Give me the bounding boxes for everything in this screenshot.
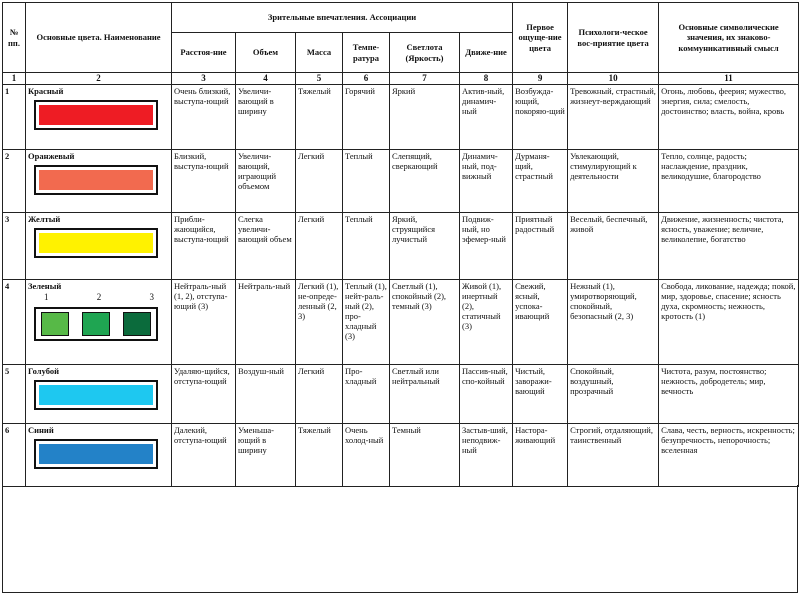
motion-cell: Живой (1), инертный (2), статичный (3)	[460, 280, 513, 365]
header-temperature: Темпе-ратура	[343, 33, 390, 73]
motion-cell: Динамич-ный, под-вижный	[460, 150, 513, 213]
first-feel-cell: Свежий, ясный, успока-ивающий	[513, 280, 568, 365]
color-name-cell	[26, 213, 172, 280]
header-lightness: Светлота (Яркость)	[390, 33, 460, 73]
row-index: 4	[3, 280, 26, 365]
psych-cell: Тревожный, страстный, жизнеут-верждающий	[568, 85, 659, 150]
symbolic-cell: Чистота, разум, постоянство; нежность, добродетель; мир, вечность	[659, 365, 799, 424]
swatch-frame	[34, 307, 158, 341]
column-number: 4	[236, 73, 296, 85]
color-swatch-light-blue	[39, 385, 153, 405]
color-swatch-blue	[39, 444, 153, 464]
motion-cell: Подвиж-ный, но эфемер-ный	[460, 213, 513, 280]
column-number: 10	[568, 73, 659, 85]
column-number: 7	[390, 73, 460, 85]
distance-cell: Очень близкий, выступа-ющий	[172, 85, 236, 150]
color-swatch-yellow	[39, 233, 153, 253]
header-first-feel: Первое ощуще-ние цвета	[513, 3, 568, 73]
header-psych: Психологи-ческое вос-приятие цвета	[568, 3, 659, 73]
header-mass: Масса	[296, 33, 343, 73]
header-volume: Объем	[236, 33, 296, 73]
row-index: 5	[3, 365, 26, 424]
volume-cell: Нейтраль-ный	[236, 280, 296, 365]
frame-line-right	[797, 485, 798, 593]
symbolic-cell: Тепло, солнце, радость; наслаждение, праздник, великодушие, благородство	[659, 150, 799, 213]
motion-cell: Застыв-ший, неподвиж-ный	[460, 424, 513, 487]
temperature-cell: Теплый	[343, 150, 390, 213]
frame-line-left	[2, 485, 3, 593]
distance-cell: Близкий, выступа-ющий	[172, 150, 236, 213]
symbolic-cell: Слава, честь, верность, искренность; безупречность, непорочность; вселенная	[659, 424, 799, 487]
color-name: Голубой	[28, 366, 59, 376]
lightness-cell: Темный	[390, 424, 460, 487]
color-swatch-green-1	[41, 312, 69, 336]
header-num: № пп.	[3, 3, 26, 73]
temperature-cell: Про-хладный	[343, 365, 390, 424]
green-variant-numbers	[44, 292, 154, 303]
color-swatch-orange	[39, 170, 153, 190]
column-number: 2	[26, 73, 172, 85]
color-swatch-green-2	[82, 312, 110, 336]
table-row-yellow	[3, 213, 799, 280]
color-name: Оранжевый	[28, 151, 75, 161]
row-index: 2	[3, 150, 26, 213]
lightness-cell: Светлый или нейтральный	[390, 365, 460, 424]
lightness-cell: Яркий, струящийся лучистый	[390, 213, 460, 280]
column-numbers-row	[3, 73, 799, 85]
temperature-cell: Горячий	[343, 85, 390, 150]
table-row-red	[3, 85, 799, 150]
motion-cell: Пассив-ный, спо-койный	[460, 365, 513, 424]
swatch-frame	[34, 228, 158, 258]
row-index: 6	[3, 424, 26, 487]
psych-cell: Спокойный, воздушный, прозрачный	[568, 365, 659, 424]
color-name-cell	[26, 365, 172, 424]
first-feel-cell: Чистый, заворажи-вающий	[513, 365, 568, 424]
first-feel-cell: Приятный радостный	[513, 213, 568, 280]
temperature-cell: Теплый	[343, 213, 390, 280]
distance-cell: Прибли-жающийся, выступа-ющий	[172, 213, 236, 280]
header-distance: Расстоя-ние	[172, 33, 236, 73]
lightness-cell: Светлый (1), спокойный (2), темный (3)	[390, 280, 460, 365]
column-number: 3	[172, 73, 236, 85]
psych-cell: Увлекающий, стимулирующий к деятельности	[568, 150, 659, 213]
swatch-frame	[34, 165, 158, 195]
first-feel-cell: Настора-живающий	[513, 424, 568, 487]
lightness-cell: Яркий	[390, 85, 460, 150]
distance-cell: Удаляю-щийся, отступа-ющий	[172, 365, 236, 424]
color-name: Синий	[28, 425, 54, 435]
mass-cell: Легкий (1), не-опреде-ленный (2, 3)	[296, 280, 343, 365]
motion-cell: Актив-ный, динамич-ный	[460, 85, 513, 150]
temperature-cell: Теплый (1), нейт-раль-ный (2), про-хладный (3)	[343, 280, 390, 365]
mass-cell: Легкий	[296, 213, 343, 280]
color-name-cell	[26, 280, 172, 365]
volume-cell: Увеличи-вающий, играющий объемом	[236, 150, 296, 213]
column-number: 1	[3, 73, 26, 85]
table-row-orange	[3, 150, 799, 213]
column-number: 11	[659, 73, 799, 85]
mass-cell: Легкий	[296, 365, 343, 424]
table-row-light-blue	[3, 365, 799, 424]
color-name-cell	[26, 150, 172, 213]
psych-cell: Веселый, беспечный, живой	[568, 213, 659, 280]
header-visual-group: Зрительные впечатления. Ассоциации	[172, 3, 513, 33]
mass-cell: Легкий	[296, 150, 343, 213]
swatch-frame	[34, 439, 158, 469]
frame-line-bottom	[2, 592, 798, 593]
header-row-top	[3, 3, 799, 33]
column-number: 6	[343, 73, 390, 85]
color-name: Красный	[28, 86, 64, 96]
column-number: 9	[513, 73, 568, 85]
column-number: 5	[296, 73, 343, 85]
color-name-cell	[26, 424, 172, 487]
header-name: Основные цвета. Наименование	[26, 3, 172, 73]
swatch-frame	[34, 100, 158, 130]
distance-cell: Далекий, отступа-ющий	[172, 424, 236, 487]
header-symbolic: Основные символические значения, их знаково-коммуникативный смысл	[659, 3, 799, 73]
green-variant-number: 3	[149, 292, 154, 303]
color-name-cell	[26, 85, 172, 150]
volume-cell: Слегка увеличи-вающий объем	[236, 213, 296, 280]
table-row-green	[3, 280, 799, 365]
row-index: 1	[3, 85, 26, 150]
volume-cell: Воздуш-ный	[236, 365, 296, 424]
first-feel-cell: Возбужда-ющий, покоряю-щий	[513, 85, 568, 150]
color-associations-table	[2, 2, 799, 487]
column-number: 8	[460, 73, 513, 85]
temperature-cell: Очень холод-ный	[343, 424, 390, 487]
distance-cell: Нейтраль-ный (1, 2), отступа-ющий (3)	[172, 280, 236, 365]
volume-cell: Уменьша-ющий в ширину	[236, 424, 296, 487]
symbolic-cell: Огонь, любовь, феерия; мужество, энергия, сила; смелость, достоинство; власть, война, кровь	[659, 85, 799, 150]
color-name: Зеленый	[28, 281, 62, 291]
header-motion: Движе-ние	[460, 33, 513, 73]
lightness-cell: Слепящий, сверкающий	[390, 150, 460, 213]
symbolic-cell: Свобода, ликование, надежда; покой, мир, здоровье, спасение; ясность духа, скромность; нежность, кротость (1)	[659, 280, 799, 365]
volume-cell: Увеличи-вающий в ширину	[236, 85, 296, 150]
color-swatch-red	[39, 105, 153, 125]
psych-cell: Нежный (1), умиротворяющий, спокойный, безопасный (2, 3)	[568, 280, 659, 365]
color-name: Желтый	[28, 214, 61, 224]
first-feel-cell: Дурманя-щий, страстный	[513, 150, 568, 213]
color-swatch-green-3	[123, 312, 151, 336]
symbolic-cell: Движение, жизненность; чистота, ясность, уважение; величие, великолепие, богатство	[659, 213, 799, 280]
green-variant-number: 1	[44, 292, 49, 303]
green-variant-number: 2	[96, 292, 102, 303]
mass-cell: Тяжелый	[296, 85, 343, 150]
table-row-blue	[3, 424, 799, 487]
mass-cell: Тяжелый	[296, 424, 343, 487]
psych-cell: Строгий, отдаляющий, таинственный	[568, 424, 659, 487]
row-index: 3	[3, 213, 26, 280]
swatch-frame	[34, 380, 158, 410]
